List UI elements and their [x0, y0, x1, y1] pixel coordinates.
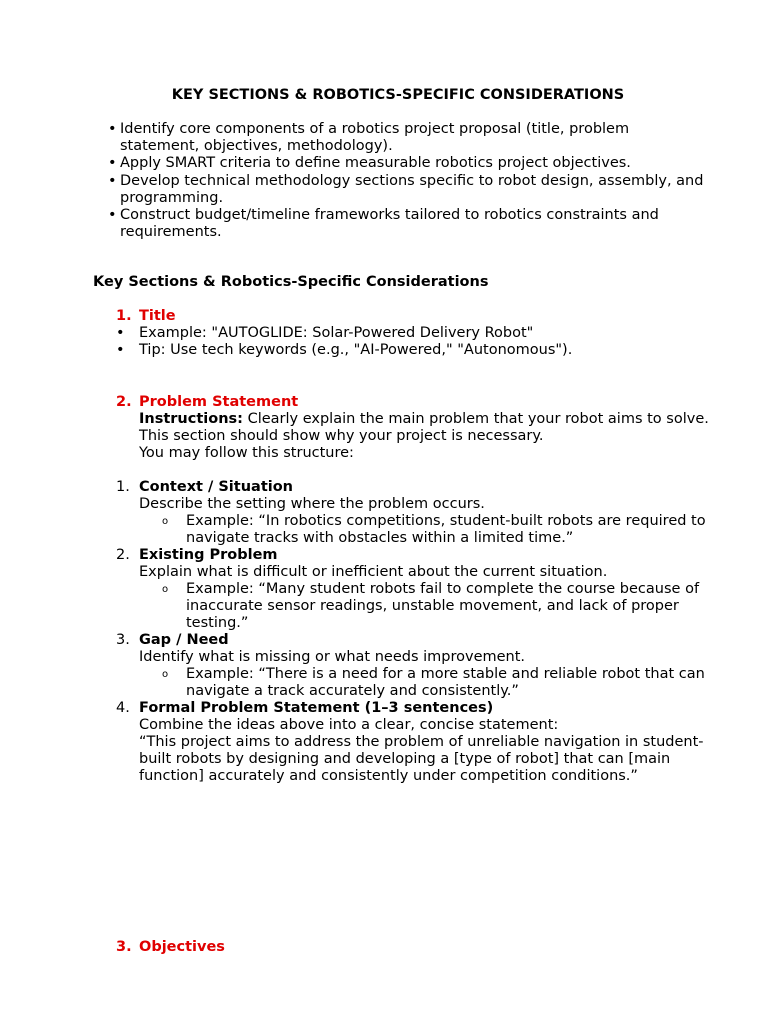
step-3-examples [162, 666, 707, 700]
step-1-examples [162, 513, 707, 547]
instructions-paragraph [139, 411, 709, 445]
instructions-label: Instructions: [139, 411, 243, 427]
section-1-heading: Title [139, 308, 176, 324]
step-1-heading: Context / Situation [139, 479, 294, 495]
formal-statement-quote: “This project aims to address the problem of unreliable navigation in student-built robots by designing and developing a [type of robot] that can [main function] accurately and consistently under competition conditions.” [139, 734, 704, 785]
section-heading: Key Sections & Robotics-Specific Considerations [93, 274, 489, 290]
list-item: o Example: “There is a need for a more stable and reliable robot that can navigate a track accurately and consistently.” [162, 666, 707, 700]
step-2-heading: Existing Problem [139, 547, 278, 563]
section-3-heading: Objectives [139, 939, 225, 955]
step-4-desc: Combine the ideas above into a clear, concise statement: [139, 717, 559, 733]
list-item: • Tip: Use tech keywords (e.g., "AI-Powered," "Autonomous"). [116, 342, 716, 359]
step-4-heading: Formal Problem Statement (1–3 sentences) [139, 700, 494, 716]
step-3-desc: Identify what is missing or what needs improvement. [139, 649, 526, 665]
page-title: KEY SECTIONS & ROBOTICS-SPECIFIC CONSIDERATIONS [171, 87, 625, 103]
step-3-number: 3. [116, 632, 130, 648]
section-2-number: 2. [116, 394, 132, 410]
section-2-heading: Problem Statement [139, 394, 299, 410]
step-3-heading: Gap / Need [139, 632, 229, 648]
instructions-text: Clearly explain the main problem that your robot aims to solve. This section should show why your project is necessary. [139, 411, 709, 445]
structure-intro: You may follow this structure: [139, 445, 354, 461]
step-4-number: 4. [116, 700, 130, 716]
step-1-number: 1. [116, 479, 130, 495]
list-item: o Example: “In robotics competitions, student-built robots are required to navigate tracks with obstacles within a limited time.” [162, 513, 707, 547]
list-item: • Construct budget/timeline frameworks tailored to robotics constraints and requirements. [108, 207, 708, 241]
step-2-examples [162, 581, 707, 633]
section-3-number: 3. [116, 939, 132, 955]
learning-objectives-list [108, 121, 708, 241]
step-2-desc: Explain what is difficult or inefficient about the current situation. [139, 564, 608, 580]
list-item: o Example: “Many student robots fail to complete the course because of inaccurate sensor readings, unstable movement, and lack of proper testing.” [162, 581, 707, 633]
step-2-number: 2. [116, 547, 130, 563]
list-item: • Identify core components of a robotics project proposal (title, problem statement, objectives, methodology). [108, 121, 708, 155]
section-1-number: 1. [116, 308, 132, 324]
list-item: • Example: "AUTOGLIDE: Solar-Powered Delivery Robot" [116, 325, 716, 342]
step-1-desc: Describe the setting where the problem occurs. [139, 496, 485, 512]
list-item: • Apply SMART criteria to define measurable robotics project objectives. [108, 155, 708, 172]
list-item: • Develop technical methodology sections specific to robot design, assembly, and programming. [108, 173, 708, 207]
section-1-bullets [116, 325, 716, 359]
